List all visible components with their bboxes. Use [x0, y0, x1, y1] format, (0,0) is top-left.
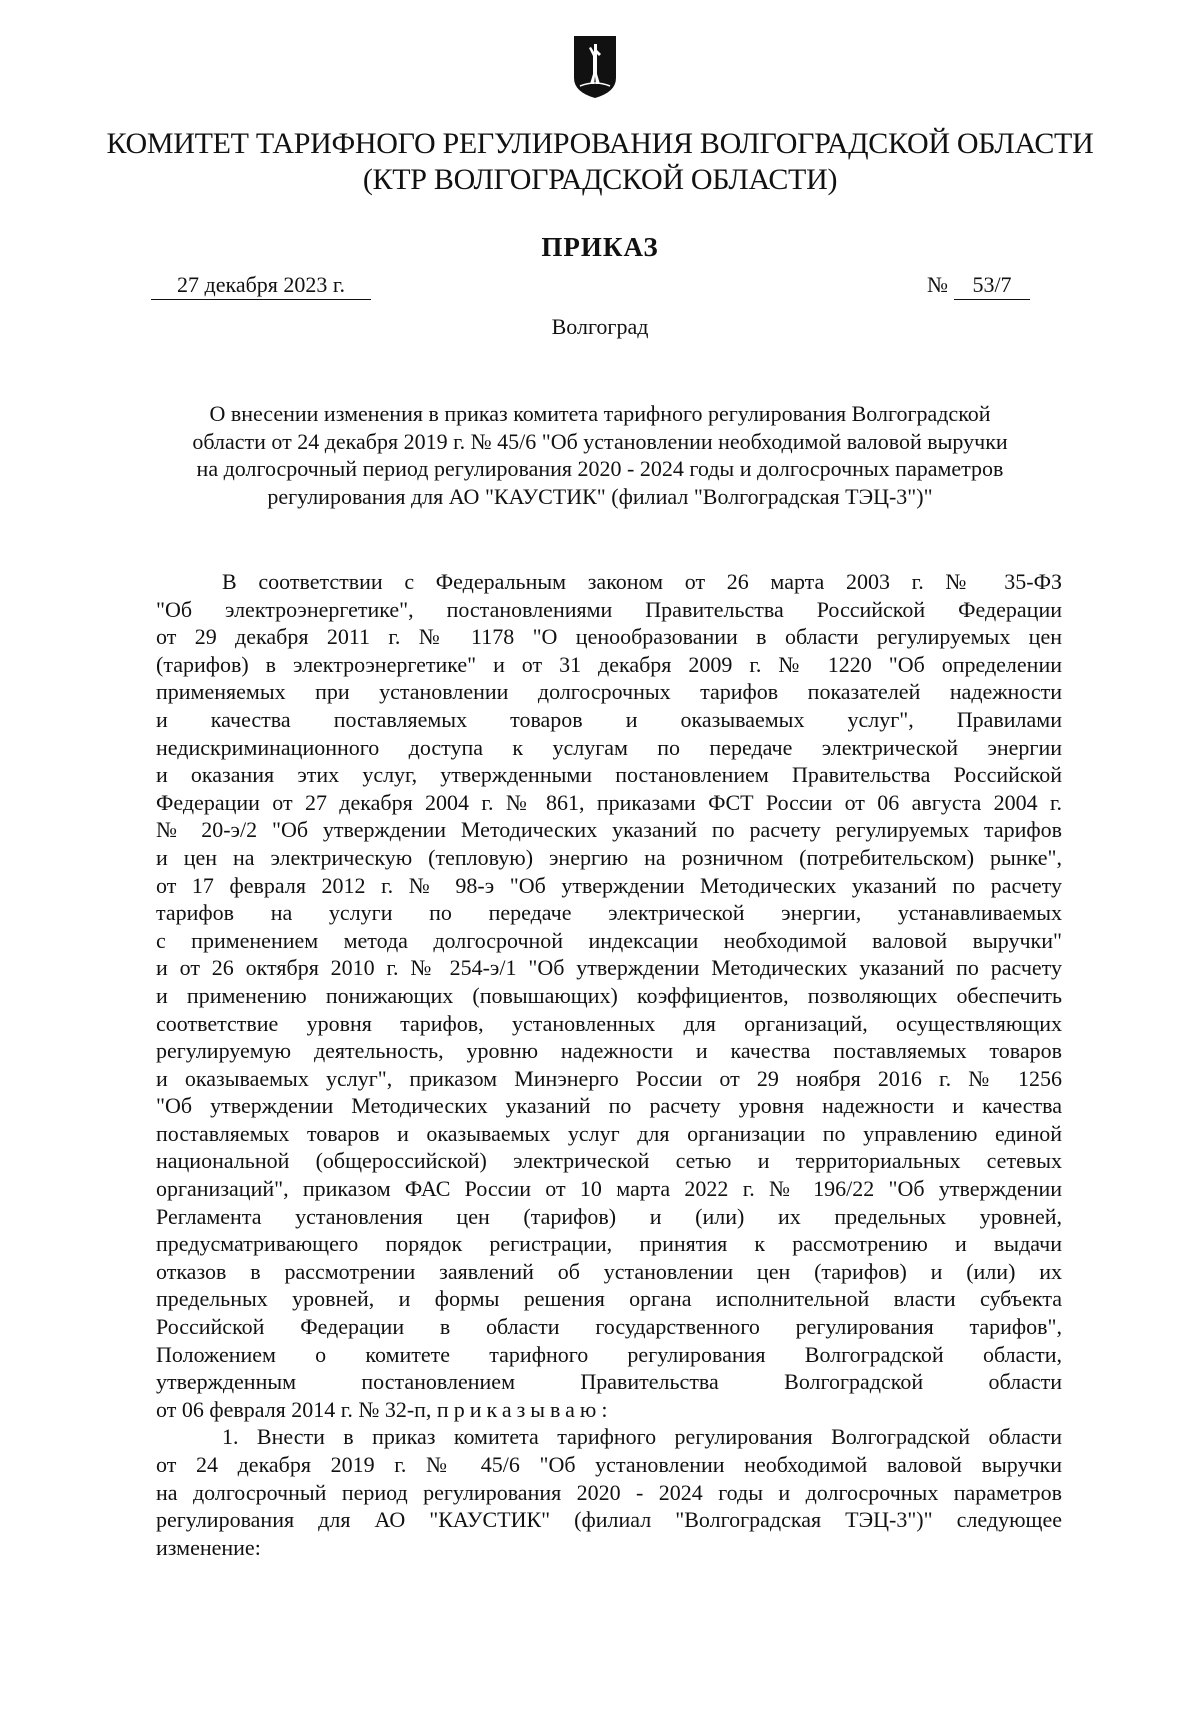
body-line: с применением метода долгосрочной индексации необходимой валовой выручки" — [156, 927, 1062, 953]
body-line: "Об утверждении Методических указаний по расчету уровня надежности и качества — [156, 1093, 1062, 1119]
body-line: (тарифов) в электроэнергетике" и от 31 декабря 2009 г. № 1220 "Об определении — [156, 651, 1062, 677]
order-number: 53/7 — [954, 272, 1030, 300]
item-1-line: регулирования для АО "КАУСТИК" (филиал "Волгоградская ТЭЦ-3")" следующее — [156, 1507, 1062, 1533]
body-line: применяемых при установлении долгосрочных тарифов показателей надежности — [156, 679, 1062, 705]
body-final-line — [156, 1396, 1062, 1424]
body-line: национальной (общероссийской) электрической сетью и территориальных сетевых — [156, 1148, 1062, 1174]
body-line: предельных уровней, и формы решения органа исполнительной власти субъекта — [156, 1286, 1062, 1312]
body-line: предусматривающего порядок регистрации, принятия к рассмотрению и выдачи — [156, 1231, 1062, 1257]
subject-line: области от 24 декабря 2019 г. № 45/6 "Об установлении необходимой валовой выручки — [192, 428, 1008, 454]
body-line: и применению понижающих (повышающих) коэффициентов, позволяющих обеспечить — [156, 982, 1062, 1008]
body-line: Положением о комитете тарифного регулирования Волгоградской области, — [156, 1341, 1062, 1367]
body-line: "Об электроэнергетике", постановлениями Правительства Российской Федерации — [156, 596, 1062, 622]
body-line: регулируемую деятельность, уровню надежности и качества поставляемых товаров — [156, 1038, 1062, 1064]
order-verb: приказываю: — [436, 1396, 613, 1422]
city-name: Волгоград — [551, 314, 649, 339]
body-line: Российской Федерации в области государственного регулирования тарифов", — [156, 1314, 1062, 1340]
item-1-line: от 24 декабря 2019 г. № 45/6 "Об установлении необходимой валовой выручки — [156, 1452, 1062, 1477]
subject-line: регулирования для АО "КАУСТИК" (филиал "Волгоградская ТЭЦ-3")" — [267, 483, 933, 509]
body-line: тарифов на услуги по передаче электрической энергии, устанавливаемых — [156, 900, 1062, 926]
body-line: утвержденным постановлением Правительства Волгоградской области — [156, 1369, 1062, 1395]
body-line: В соответствии с Федеральным законом от 26 марта 2003 г. № 35-ФЗ — [222, 569, 1062, 594]
order-body — [156, 568, 1062, 1561]
subject-line: О внесении изменения в приказ комитета тарифного регулирования Волгоградской — [209, 401, 991, 426]
body-line: поставляемых товаров и оказываемых услуг для организации по управлению единой — [156, 1120, 1062, 1146]
body-line: от 29 декабря 2011 г. № 1178 "О ценообразовании в области регулируемых цен — [156, 624, 1062, 650]
body-line: и от 26 октября 2010 г. № 254-э/1 "Об утверждении Методических указаний по расчету — [156, 955, 1062, 981]
subject-line: на долгосрочный период регулирования 2020 - 2024 годы и долгосрочных параметров — [196, 456, 1004, 481]
order-subject — [160, 400, 1040, 510]
order-number-block — [927, 272, 1030, 300]
body-line: и оказания этих услуг, утвержденными постановлением Правительства Российской — [156, 762, 1062, 788]
body-line: Федерации от 27 декабря 2004 г. № 861, приказами ФСТ России от 06 августа 2004 г. — [156, 789, 1062, 815]
body-line: № 20-э/2 "Об утверждении Методических указаний по расчету регулируемых тарифов — [156, 817, 1062, 843]
number-sign: № — [927, 272, 948, 297]
body-line: от 17 февраля 2012 г. № 98-э "Об утверждении Методических указаний по расчету — [156, 872, 1062, 898]
item-1-line: изменение: — [156, 1534, 261, 1560]
body-line: Регламента установления цен (тарифов) и (или) их предельных уровней, — [156, 1203, 1062, 1229]
body-line: отказов в рассмотрении заявлений об установлении цен (тарифов) и (или) их — [156, 1258, 1062, 1284]
document-type-title: ПРИКАЗ — [541, 232, 659, 262]
body-line: соответствие уровня тарифов, установленных для организаций, осуществляющих — [156, 1010, 1062, 1036]
order-date: 27 декабря 2023 г. — [151, 272, 371, 300]
item-1-line: на долгосрочный период регулирования 2020 - 2024 годы и долгосрочных параметров — [156, 1479, 1062, 1505]
coat-of-arms-emblem — [572, 34, 618, 100]
body-line: недискриминационного доступа к услугам по передаче электрической энергии — [156, 734, 1062, 760]
body-line: и качества поставляемых товаров и оказываемых услуг", Правилами — [156, 706, 1062, 732]
body-final-line-text: от 06 февраля 2014 г. № 32-п, — [156, 1396, 437, 1422]
body-line: и цен на электрическую (тепловую) энергию на розничном (потребительском) рынке", — [156, 844, 1062, 870]
body-line: и оказываемых услуг", приказом Минэнерго России от 29 ноября 2016 г. № 1256 — [156, 1065, 1062, 1091]
organization-name: КОМИТЕТ ТАРИФНОГО РЕГУЛИРОВАНИЯ ВОЛГОГРАДСКОЙ ОБЛАСТИ — [106, 127, 1094, 160]
item-1-line: 1. Внести в приказ комитета тарифного регулирования Волгоградской области — [222, 1424, 1062, 1450]
body-line: организаций", приказом ФАС России от 10 марта 2022 г. № 196/22 "Об утверждении — [156, 1176, 1062, 1202]
organization-short-name: (КТР ВОЛГОГРАДСКОЙ ОБЛАСТИ) — [362, 163, 838, 196]
